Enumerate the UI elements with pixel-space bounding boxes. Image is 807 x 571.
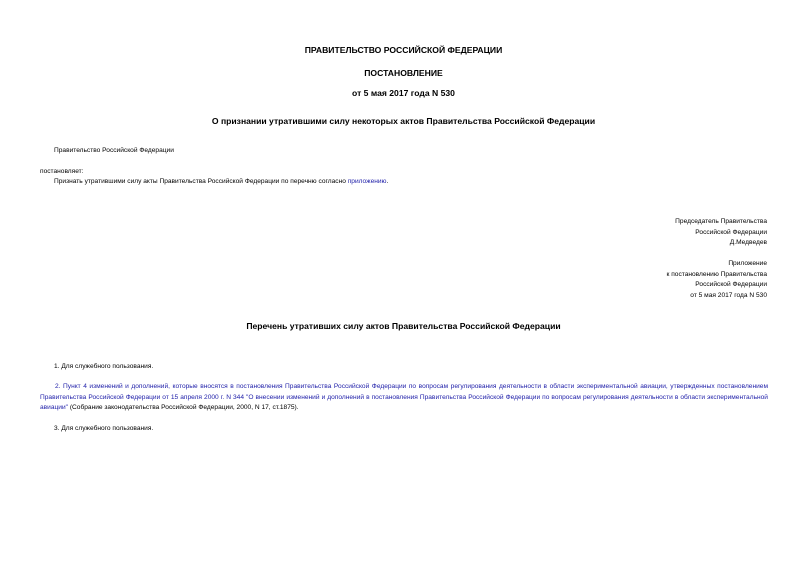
decides-text: постановляет: (40, 168, 84, 175)
doc-type-heading: ПОСТАНОВЛЕНИЕ (364, 68, 443, 78)
clause-text: Признать утратившими силу акты Правительства Российской Федерации по перечню согласно (54, 178, 348, 185)
signature-line-1: Председатель Правительства (675, 218, 767, 225)
list-item-3: 3. Для служебного пользования. (54, 425, 154, 432)
appendix-line-4: от 5 мая 2017 года N 530 (690, 291, 767, 299)
appendix-line-2: к постановлению Правительства (666, 270, 767, 278)
government-heading: ПРАВИТЕЛЬСТВО РОССИЙСКОЙ ФЕДЕРАЦИИ (304, 45, 503, 55)
list-item-2 (40, 382, 768, 414)
clause-end: . (386, 178, 389, 185)
signature-line-2: Российской Федерации (695, 228, 767, 236)
list-item-1: 1. Для служебного пользования. (54, 363, 154, 370)
appendix-reference-block (667, 259, 768, 301)
date-number-heading: от 5 мая 2017 года N 530 (352, 88, 455, 98)
item-2-source: (Собрание законодательства Российской Федерации, 2000, N 17, ст.1875). (68, 404, 299, 412)
appendix-line-1: Приложение (728, 260, 767, 267)
appendix-link[interactable]: приложению (347, 178, 387, 185)
signature-block (675, 217, 767, 249)
appendix-title: Перечень утративших силу актов Правительства Российской Федерации (246, 321, 561, 331)
document-title: О признании утратившими силу некоторых актов Правительства Российской Федерации (211, 116, 596, 126)
item-2-link[interactable]: 2. Пункт 4 изменений и дополнений, которые вносятся в постановления Правительства Российской Федерации по вопросам регулирования деятельности в области экспериментальной авиации, утвержденных постановлением Правительства Российской Федерации от 15 апреля 2000 г. N 344 "О внесении изменений и дополнений в постановления Правительства Российской Федерации по вопросам регулирования деятельности в области экспериментальной авиации" (40, 383, 768, 412)
signature-line-3: Д.Медведев (729, 239, 767, 246)
preamble-text: Правительство Российской Федерации (54, 147, 174, 154)
appendix-line-3: Российской Федерации (695, 281, 767, 288)
clause-line (54, 178, 388, 185)
